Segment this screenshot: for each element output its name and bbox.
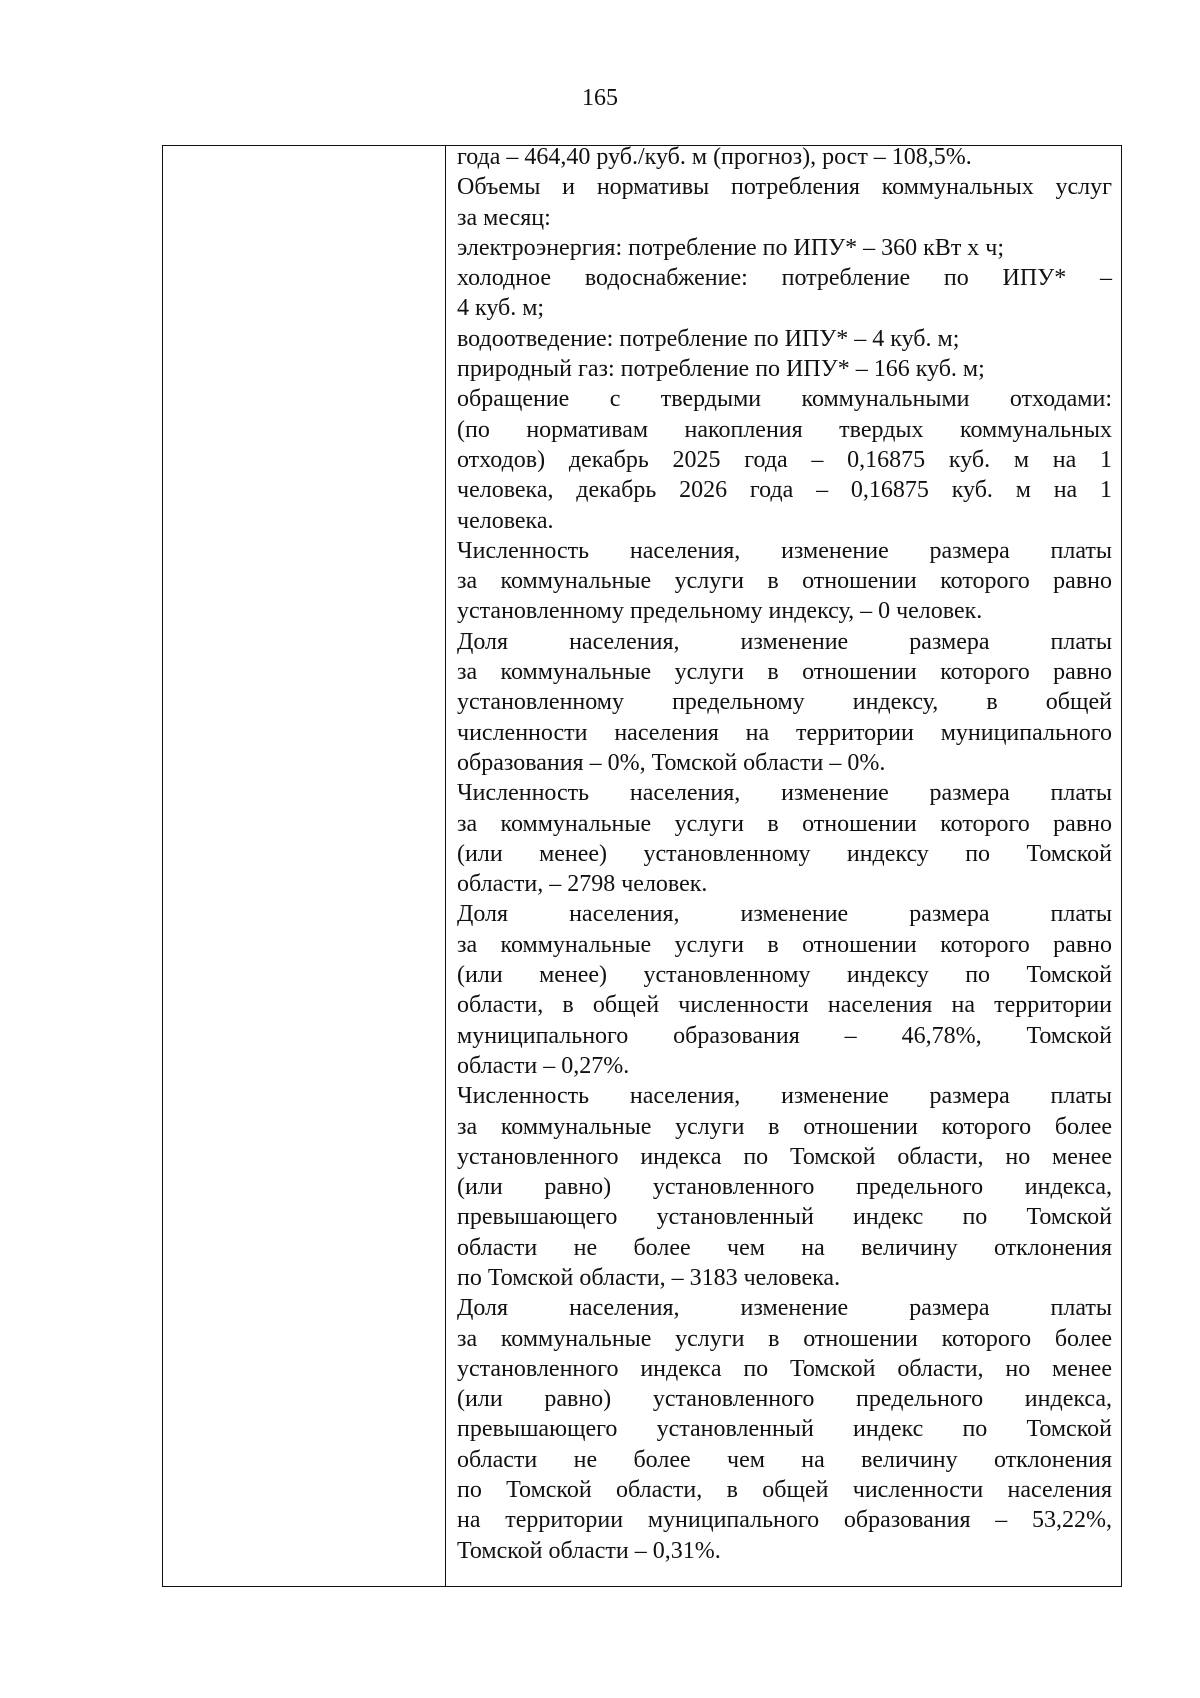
text-line: человека, декабрь 2026 года – 0,16875 куб. м на 1 — [457, 477, 1112, 504]
text-line: Численность населения, изменение размера платы — [457, 780, 1112, 807]
document-table — [162, 145, 1122, 1587]
text-line: Численность населения, изменение размера платы — [457, 1083, 1112, 1110]
text-line: за коммунальные услуги в отношении которого равно — [457, 931, 1112, 958]
text-line: (или менее) установленному индексу по Томской — [457, 962, 1112, 989]
text-line: обращение с твердыми коммунальными отходами: — [457, 386, 1112, 413]
text-line: Доля населения, изменение размера платы — [457, 628, 1112, 655]
text-line: (или равно) установленного предельного индекса, — [457, 1386, 1112, 1413]
text-line: за коммунальные услуги в отношении которого более — [457, 1113, 1112, 1140]
text-line: установленного индекса по Томской области, но менее — [457, 1143, 1112, 1170]
text-line: муниципального образования – 46,78%, Томской — [457, 1022, 1112, 1049]
text-line: области не более чем на величину отклонения — [457, 1446, 1112, 1473]
table-text-cell — [457, 142, 1112, 1566]
text-line: водоотведение: потребление по ИПУ* – 4 куб. м; — [457, 325, 960, 352]
text-line: установленного индекса по Томской области, но менее — [457, 1355, 1112, 1382]
text-line: превышающего установленный индекс по Томской — [457, 1416, 1112, 1443]
text-line: за коммунальные услуги в отношении которого равно — [457, 659, 1112, 686]
text-line: Численность населения, изменение размера платы — [457, 537, 1112, 564]
text-line: за коммунальные услуги в отношении которого более — [457, 1325, 1112, 1352]
text-line: установленному предельному индексу, в общей — [457, 689, 1112, 716]
text-line: отходов) декабрь 2025 года – 0,16875 куб. м на 1 — [457, 446, 1112, 473]
text-line: (или равно) установленного предельного индекса, — [457, 1174, 1112, 1201]
text-line: электроэнергия: потребление по ИПУ* – 360 кВт х ч; — [457, 234, 1005, 261]
text-line: образования – 0%, Томской области – 0%. — [457, 749, 886, 776]
text-line: природный газ: потребление по ИПУ* – 166 куб. м; — [457, 356, 985, 383]
text-line: Томской области – 0,31%. — [457, 1537, 721, 1564]
text-line: за коммунальные услуги в отношении которого равно — [457, 810, 1112, 837]
table-left-cell — [163, 146, 446, 1586]
text-line: области – 0,27%. — [457, 1052, 630, 1079]
text-line: за месяц: — [457, 204, 551, 231]
text-line: за коммунальные услуги в отношении которого равно — [457, 568, 1112, 595]
text-line: человека. — [457, 507, 554, 534]
text-line: превышающего установленный индекс по Томской — [457, 1204, 1112, 1231]
text-line: области, – 2798 человек. — [457, 871, 708, 898]
text-line: года – 464,40 руб./куб. м (прогноз), рост – 108,5%. — [457, 144, 972, 170]
text-line: Доля населения, изменение размера платы — [457, 901, 1112, 928]
text-line: численности населения на территории муниципального — [457, 719, 1112, 746]
text-line: Доля населения, изменение размера платы — [457, 1295, 1112, 1322]
text-line: 4 куб. м; — [457, 295, 545, 322]
text-line: (или менее) установленному индексу по Томской — [457, 840, 1112, 867]
text-line: области не более чем на величину отклонения — [457, 1234, 1112, 1261]
page-number: 165 — [582, 85, 618, 111]
text-line: (по нормативам накопления твердых коммунальных — [457, 416, 1112, 443]
text-line: на территории муниципального образования – 53,22%, — [457, 1507, 1112, 1534]
text-line: по Томской области, – 3183 человека. — [457, 1264, 841, 1291]
text-line: области, в общей численности населения на территории — [457, 992, 1112, 1019]
text-line: установленному предельному индексу, – 0 человек. — [457, 598, 983, 625]
text-line: Объемы и нормативы потребления коммунальных услуг — [457, 174, 1112, 201]
text-line: по Томской области, в общей численности населения — [457, 1477, 1112, 1504]
text-line: холодное водоснабжение: потребление по ИПУ* – — [457, 265, 1112, 292]
